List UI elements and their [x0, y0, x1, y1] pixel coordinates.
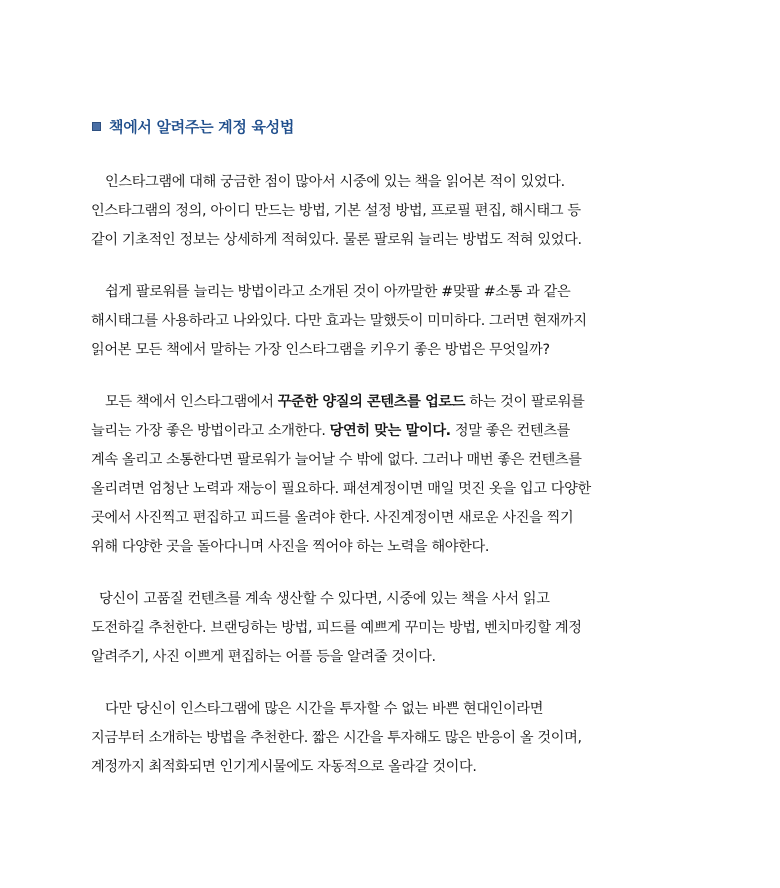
paragraph-2	[91, 278, 711, 365]
paragraph-line: 위해 다양한 곳을 돌아다니며 사진을 찍어야 하는 노력을 해야한다.	[91, 539, 490, 555]
paragraph-line: 지금부터 소개하는 방법을 추천한다. 짧은 시간을 투자해도 많은 반응이 올 것이며,	[91, 730, 582, 746]
paragraph-line: 쉽게 팔로워를 늘리는 방법이라고 소개된 것이 아까말한 #맞팔 #소통 과 같은	[105, 284, 571, 300]
section-heading	[91, 114, 711, 138]
paragraph-line: 인스타그램에 대해 궁금한 점이 많아서 시중에 있는 책을 읽어본 적이 있었다.	[105, 174, 565, 190]
paragraph-line: 인스타그램의 정의, 아이디 만드는 방법, 기본 설정 방법, 프로필 편집, 해시태그 등	[91, 203, 581, 219]
paragraph-4	[91, 585, 711, 672]
paragraph-line: 해시태그를 사용하라고 나와있다. 다만 효과는 말했듯이 미미하다. 그러면 현재까지	[91, 313, 587, 329]
paragraph-line: 같이 기초적인 정보는 상세하게 적혀있다. 물론 팔로워 늘리는 방법도 적혀 있었다.	[91, 232, 582, 248]
section-heading-text: 책에서 알려주는 계정 육성법	[109, 117, 295, 136]
paragraph-5	[91, 695, 711, 782]
paragraph-line: 알려주기, 사진 이쁘게 편집하는 어플 등을 알려줄 것이다.	[91, 649, 436, 665]
paragraph-3	[91, 388, 711, 562]
square-bullet-icon	[92, 122, 101, 131]
paragraph-line: 곳에서 사진찍고 편집하고 피드를 올려야 한다. 사진계정이면 새로운 사진을 찍기	[91, 510, 574, 526]
text-run: 모든 책에서 인스타그램에서	[105, 394, 278, 410]
paragraph-1	[91, 168, 711, 255]
paragraph-line: 올리려면 엄청난 노력과 재능이 필요하다. 패션계정이면 매일 멋진 옷을 입고 다양한	[91, 481, 591, 497]
text-run: 하는 것이 팔로워를	[465, 394, 585, 410]
paragraph-line	[91, 417, 711, 446]
paragraph-line: 당신이 고품질 컨텐츠를 계속 생산할 수 있다면, 시중에 있는 책을 사서 읽고	[99, 591, 550, 607]
paragraph-line: 도전하길 추천한다. 브랜딩하는 방법, 피드를 예쁘게 꾸미는 방법, 벤치마킹할 계정	[91, 620, 582, 636]
paragraph-line: 계속 올리고 소통한다면 팔로워가 늘어날 수 밖에 없다. 그러나 매번 좋은 컨텐츠를	[91, 452, 582, 468]
paragraph-line: 다만 당신이 인스타그램에 많은 시간을 투자할 수 없는 바쁜 현대인이라면	[105, 701, 544, 717]
text-run: 정말 좋은 컨텐츠를	[450, 423, 571, 439]
document-page	[91, 114, 711, 805]
bold-emphasis: 당연히 맞는 말이다.	[329, 423, 451, 439]
paragraph-line: 읽어본 모든 책에서 말하는 가장 인스타그램을 키우기 좋은 방법은 무엇일까?	[91, 342, 550, 358]
text-run: 늘리는 가장 좋은 방법이라고 소개한다.	[91, 423, 330, 439]
paragraph-line: 계정까지 최적화되면 인기게시물에도 자동적으로 올라갈 것이다.	[91, 759, 477, 775]
paragraph-line	[91, 388, 711, 417]
bold-emphasis: 꾸준한 양질의 콘텐츠를 업로드	[277, 394, 466, 410]
